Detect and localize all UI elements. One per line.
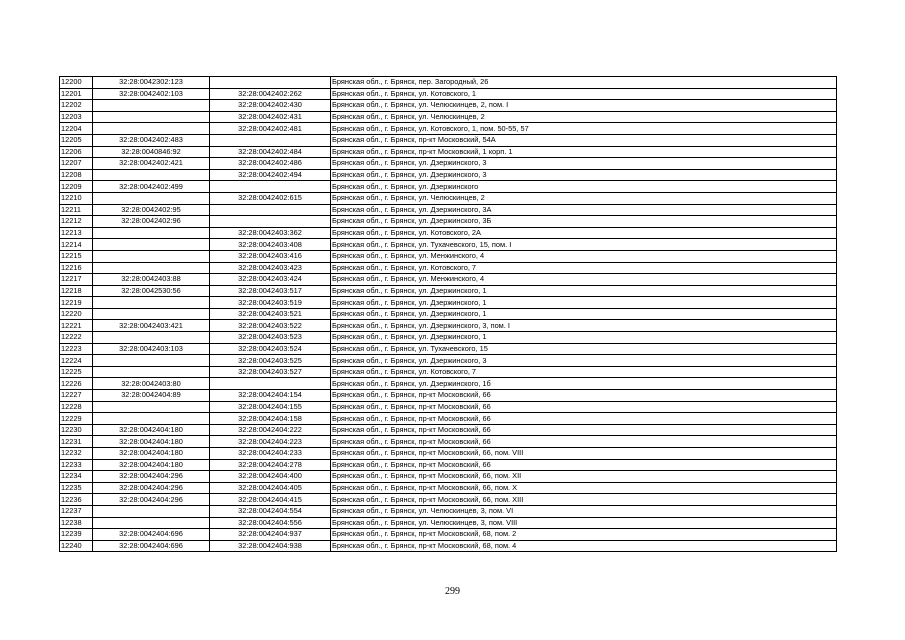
- table-row: [60, 459, 837, 471]
- address-cell: Брянская обл., г. Брянск, ул. Котовского, 2А: [331, 227, 837, 239]
- cadastral-number-cell: 32:28:0042403:519: [210, 297, 331, 309]
- parent-cadastral-number-cell: 32:28:0042403:103: [93, 343, 210, 355]
- row-number-cell: 12205: [60, 134, 93, 146]
- cadastral-number-cell: 32:28:0042404:937: [210, 529, 331, 541]
- table-row: [60, 448, 837, 460]
- address-cell: Брянская обл., г. Брянск, ул. Котовского, 7: [331, 262, 837, 274]
- parent-cadastral-number-cell: [93, 355, 210, 367]
- row-number-cell: 12229: [60, 413, 93, 425]
- table-row: [60, 100, 837, 112]
- parent-cadastral-number-cell: [93, 192, 210, 204]
- address-cell: Брянская обл., г. Брянск, пр-кт Московский, 66: [331, 436, 837, 448]
- parent-cadastral-number-cell: 32:28:0042404:296: [93, 482, 210, 494]
- table-row: [60, 297, 837, 309]
- address-cell: Брянская обл., г. Брянск, ул. Дзержинского, 1: [331, 297, 837, 309]
- table-row: [60, 262, 837, 274]
- parent-cadastral-number-cell: [93, 366, 210, 378]
- parent-cadastral-number-cell: [93, 262, 210, 274]
- row-number-cell: 12207: [60, 158, 93, 170]
- cadastral-number-cell: 32:28:0042404:278: [210, 459, 331, 471]
- cadastral-number-cell: 32:28:0042403:521: [210, 308, 331, 320]
- row-number-cell: 12212: [60, 216, 93, 228]
- table-row: [60, 88, 837, 100]
- cadastral-number-cell: [210, 204, 331, 216]
- parent-cadastral-number-cell: 32:28:0042404:180: [93, 459, 210, 471]
- row-number-cell: 12240: [60, 540, 93, 552]
- cadastral-number-cell: [210, 134, 331, 146]
- row-number-cell: 12233: [60, 459, 93, 471]
- cadastral-number-cell: 32:28:0042404:155: [210, 401, 331, 413]
- parent-cadastral-number-cell: 32:28:0042402:499: [93, 181, 210, 193]
- table-row: [60, 332, 837, 344]
- cadastral-number-cell: [210, 181, 331, 193]
- parent-cadastral-number-cell: 32:28:0042402:483: [93, 134, 210, 146]
- parent-cadastral-number-cell: 32:28:0042404:296: [93, 471, 210, 483]
- row-number-cell: 12220: [60, 308, 93, 320]
- cadastral-number-cell: 32:28:0042403:517: [210, 285, 331, 297]
- parent-cadastral-number-cell: [93, 401, 210, 413]
- address-cell: Брянская обл., г. Брянск, ул. Дзержинского, 3: [331, 158, 837, 170]
- row-number-cell: 12237: [60, 505, 93, 517]
- parent-cadastral-number-cell: 32:28:0042302:123: [93, 77, 210, 89]
- address-cell: Брянская обл., г. Брянск, ул. Дзержинского, 1: [331, 308, 837, 320]
- parent-cadastral-number-cell: 32:28:0042403:88: [93, 274, 210, 286]
- row-number-cell: 12227: [60, 390, 93, 402]
- parent-cadastral-number-cell: 32:28:0042402:95: [93, 204, 210, 216]
- table-row: [60, 158, 837, 170]
- address-cell: Брянская обл., г. Брянск, ул. Челюскинцев, 3, пом. VI: [331, 505, 837, 517]
- parent-cadastral-number-cell: [93, 297, 210, 309]
- address-cell: Брянская обл., г. Брянск, ул. Челюскинцев, 2: [331, 111, 837, 123]
- parent-cadastral-number-cell: [93, 111, 210, 123]
- row-number-cell: 12238: [60, 517, 93, 529]
- cadastral-table: [59, 76, 837, 552]
- row-number-cell: 12224: [60, 355, 93, 367]
- cadastral-number-cell: 32:28:0042402:430: [210, 100, 331, 112]
- cadastral-number-cell: 32:28:0042404:223: [210, 436, 331, 448]
- parent-cadastral-number-cell: [93, 227, 210, 239]
- table-row: [60, 169, 837, 181]
- parent-cadastral-number-cell: [93, 308, 210, 320]
- parent-cadastral-number-cell: [93, 239, 210, 251]
- cadastral-number-cell: 32:28:0042403:416: [210, 250, 331, 262]
- address-cell: Брянская обл., г. Брянск, пр-кт Московский, 66: [331, 459, 837, 471]
- cadastral-number-cell: [210, 216, 331, 228]
- address-cell: Брянская обл., г. Брянск, ул. Дзержинского, 3Б: [331, 216, 837, 228]
- table-row: [60, 250, 837, 262]
- row-number-cell: 12222: [60, 332, 93, 344]
- table-row: [60, 540, 837, 552]
- cadastral-number-cell: 32:28:0042402:262: [210, 88, 331, 100]
- row-number-cell: 12230: [60, 424, 93, 436]
- table-row: [60, 204, 837, 216]
- table-row: [60, 424, 837, 436]
- address-cell: Брянская обл., г. Брянск, ул. Тухачевского, 15, пом. I: [331, 239, 837, 251]
- row-number-cell: 12200: [60, 77, 93, 89]
- address-cell: Брянская обл., г. Брянск, ул. Дзержинского, 3: [331, 355, 837, 367]
- address-cell: Брянская обл., г. Брянск, ул. Челюскинцев, 2, пом. I: [331, 100, 837, 112]
- cadastral-number-cell: 32:28:0042402:494: [210, 169, 331, 181]
- table-row: [60, 413, 837, 425]
- row-number-cell: 12223: [60, 343, 93, 355]
- address-cell: Брянская обл., г. Брянск, пр-кт Московский, 66, пом. XII: [331, 471, 837, 483]
- address-cell: Брянская обл., г. Брянск, пр-кт Московский, 66, пом. VIII: [331, 448, 837, 460]
- table-row: [60, 378, 837, 390]
- row-number-cell: 12210: [60, 192, 93, 204]
- parent-cadastral-number-cell: [93, 250, 210, 262]
- address-cell: Брянская обл., г. Брянск, ул. Котовского, 1, пом. 50-55, 57: [331, 123, 837, 135]
- row-number-cell: 12218: [60, 285, 93, 297]
- address-cell: Брянская обл., г. Брянск, ул. Дзержинского, 3А: [331, 204, 837, 216]
- parent-cadastral-number-cell: 32:28:0042403:421: [93, 320, 210, 332]
- page-number: 299: [445, 586, 460, 597]
- cadastral-number-cell: 32:28:0042404:554: [210, 505, 331, 517]
- address-cell: Брянская обл., г. Брянск, ул. Дзержинского, 1: [331, 332, 837, 344]
- cadastral-number-cell: 32:28:0042404:400: [210, 471, 331, 483]
- address-cell: Брянская обл., г. Брянск, пер. Загородный, 26: [331, 77, 837, 89]
- row-number-cell: 12239: [60, 529, 93, 541]
- parent-cadastral-number-cell: 32:28:0042404:696: [93, 540, 210, 552]
- cadastral-number-cell: 32:28:0042404:938: [210, 540, 331, 552]
- address-cell: Брянская обл., г. Брянск, ул. Котовского, 7: [331, 366, 837, 378]
- cadastral-number-cell: 32:28:0042403:423: [210, 262, 331, 274]
- row-number-cell: 12236: [60, 494, 93, 506]
- table-row: [60, 146, 837, 158]
- table-row: [60, 505, 837, 517]
- cadastral-number-cell: 32:28:0042403:522: [210, 320, 331, 332]
- row-number-cell: 12215: [60, 250, 93, 262]
- cadastral-number-cell: 32:28:0042403:527: [210, 366, 331, 378]
- table-row: [60, 285, 837, 297]
- row-number-cell: 12232: [60, 448, 93, 460]
- table-row: [60, 366, 837, 378]
- cadastral-number-cell: 32:28:0042404:415: [210, 494, 331, 506]
- cadastral-number-cell: 32:28:0042404:405: [210, 482, 331, 494]
- address-cell: Брянская обл., г. Брянск, ул. Дзержинского: [331, 181, 837, 193]
- row-number-cell: 12202: [60, 100, 93, 112]
- table-body: [60, 77, 837, 552]
- table-row: [60, 274, 837, 286]
- table-row: [60, 181, 837, 193]
- parent-cadastral-number-cell: 32:28:0042404:180: [93, 424, 210, 436]
- row-number-cell: 12235: [60, 482, 93, 494]
- cadastral-number-cell: 32:28:0042403:424: [210, 274, 331, 286]
- table-row: [60, 320, 837, 332]
- parent-cadastral-number-cell: 32:28:0042404:296: [93, 494, 210, 506]
- address-cell: Брянская обл., г. Брянск, пр-кт Московский, 66: [331, 401, 837, 413]
- parent-cadastral-number-cell: 32:28:0042402:103: [93, 88, 210, 100]
- parent-cadastral-number-cell: [93, 169, 210, 181]
- row-number-cell: 12209: [60, 181, 93, 193]
- parent-cadastral-number-cell: [93, 123, 210, 135]
- row-number-cell: 12221: [60, 320, 93, 332]
- cadastral-number-cell: 32:28:0042402:484: [210, 146, 331, 158]
- row-number-cell: 12226: [60, 378, 93, 390]
- cadastral-number-cell: 32:28:0042404:158: [210, 413, 331, 425]
- table-row: [60, 123, 837, 135]
- address-cell: Брянская обл., г. Брянск, ул. Тухачевского, 15: [331, 343, 837, 355]
- row-number-cell: 12219: [60, 297, 93, 309]
- cadastral-number-cell: 32:28:0042404:154: [210, 390, 331, 402]
- table-row: [60, 308, 837, 320]
- cadastral-number-cell: 32:28:0042404:222: [210, 424, 331, 436]
- address-cell: Брянская обл., г. Брянск, ул. Котовского, 1: [331, 88, 837, 100]
- table-row: [60, 77, 837, 89]
- row-number-cell: 12216: [60, 262, 93, 274]
- table-row: [60, 401, 837, 413]
- cadastral-number-cell: 32:28:0042403:525: [210, 355, 331, 367]
- row-number-cell: 12234: [60, 471, 93, 483]
- cadastral-number-cell: [210, 378, 331, 390]
- address-cell: Брянская обл., г. Брянск, ул. Дзержинского, 1б: [331, 378, 837, 390]
- cadastral-number-cell: 32:28:0042402:481: [210, 123, 331, 135]
- address-cell: Брянская обл., г. Брянск, пр-кт Московский, 68, пом. 2: [331, 529, 837, 541]
- row-number-cell: 12211: [60, 204, 93, 216]
- table-row: [60, 343, 837, 355]
- cadastral-number-cell: 32:28:0042402:615: [210, 192, 331, 204]
- table-row: [60, 482, 837, 494]
- address-cell: Брянская обл., г. Брянск, пр-кт Московский, 54А: [331, 134, 837, 146]
- table-row: [60, 134, 837, 146]
- parent-cadastral-number-cell: 32:28:0042404:180: [93, 436, 210, 448]
- cadastral-number-cell: 32:28:0042402:486: [210, 158, 331, 170]
- address-cell: Брянская обл., г. Брянск, ул. Менжинского, 4: [331, 250, 837, 262]
- table-row: [60, 471, 837, 483]
- table-row: [60, 390, 837, 402]
- row-number-cell: 12217: [60, 274, 93, 286]
- row-number-cell: 12225: [60, 366, 93, 378]
- parent-cadastral-number-cell: 32:28:0040846:92: [93, 146, 210, 158]
- row-number-cell: 12214: [60, 239, 93, 251]
- address-cell: Брянская обл., г. Брянск, пр-кт Московский, 66, пом. X: [331, 482, 837, 494]
- cadastral-number-cell: 32:28:0042403:524: [210, 343, 331, 355]
- table-row: [60, 436, 837, 448]
- table-row: [60, 239, 837, 251]
- cadastral-number-cell: 32:28:0042403:362: [210, 227, 331, 239]
- table-row: [60, 111, 837, 123]
- cadastral-number-cell: 32:28:0042403:408: [210, 239, 331, 251]
- row-number-cell: 12213: [60, 227, 93, 239]
- row-number-cell: 12203: [60, 111, 93, 123]
- address-cell: Брянская обл., г. Брянск, пр-кт Московский, 66: [331, 413, 837, 425]
- address-cell: Брянская обл., г. Брянск, пр-кт Московский, 68, пом. 4: [331, 540, 837, 552]
- row-number-cell: 12208: [60, 169, 93, 181]
- cadastral-number-cell: 32:28:0042404:233: [210, 448, 331, 460]
- parent-cadastral-number-cell: 32:28:0042404:89: [93, 390, 210, 402]
- row-number-cell: 12228: [60, 401, 93, 413]
- address-cell: Брянская обл., г. Брянск, ул. Челюскинцев, 3, пом. VIII: [331, 517, 837, 529]
- table-row: [60, 227, 837, 239]
- address-cell: Брянская обл., г. Брянск, пр-кт Московский, 1 корп. 1: [331, 146, 837, 158]
- table-row: [60, 517, 837, 529]
- address-cell: Брянская обл., г. Брянск, пр-кт Московский, 66: [331, 390, 837, 402]
- parent-cadastral-number-cell: 32:28:0042403:80: [93, 378, 210, 390]
- address-cell: Брянская обл., г. Брянск, пр-кт Московский, 66: [331, 424, 837, 436]
- address-cell: Брянская обл., г. Брянск, ул. Дзержинского, 3: [331, 169, 837, 181]
- row-number-cell: 12231: [60, 436, 93, 448]
- parent-cadastral-number-cell: 32:28:0042404:180: [93, 448, 210, 460]
- parent-cadastral-number-cell: [93, 517, 210, 529]
- address-cell: Брянская обл., г. Брянск, ул. Челюскинцев, 2: [331, 192, 837, 204]
- row-number-cell: 12201: [60, 88, 93, 100]
- address-cell: Брянская обл., г. Брянск, ул. Менжинского, 4: [331, 274, 837, 286]
- address-cell: Брянская обл., г. Брянск, пр-кт Московский, 66, пом. XIII: [331, 494, 837, 506]
- parent-cadastral-number-cell: 32:28:0042530:56: [93, 285, 210, 297]
- parent-cadastral-number-cell: [93, 413, 210, 425]
- cadastral-number-cell: 32:28:0042403:523: [210, 332, 331, 344]
- parent-cadastral-number-cell: [93, 332, 210, 344]
- row-number-cell: 12206: [60, 146, 93, 158]
- parent-cadastral-number-cell: [93, 505, 210, 517]
- table-row: [60, 192, 837, 204]
- table-row: [60, 355, 837, 367]
- parent-cadastral-number-cell: 32:28:0042402:421: [93, 158, 210, 170]
- cadastral-number-cell: 32:28:0042402:431: [210, 111, 331, 123]
- table-row: [60, 494, 837, 506]
- table-row: [60, 216, 837, 228]
- parent-cadastral-number-cell: [93, 100, 210, 112]
- cadastral-number-cell: 32:28:0042404:556: [210, 517, 331, 529]
- parent-cadastral-number-cell: 32:28:0042402:96: [93, 216, 210, 228]
- row-number-cell: 12204: [60, 123, 93, 135]
- address-cell: Брянская обл., г. Брянск, ул. Дзержинского, 1: [331, 285, 837, 297]
- parent-cadastral-number-cell: 32:28:0042404:696: [93, 529, 210, 541]
- cadastral-number-cell: [210, 77, 331, 89]
- table-row: [60, 529, 837, 541]
- address-cell: Брянская обл., г. Брянск, ул. Дзержинского, 3, пом. I: [331, 320, 837, 332]
